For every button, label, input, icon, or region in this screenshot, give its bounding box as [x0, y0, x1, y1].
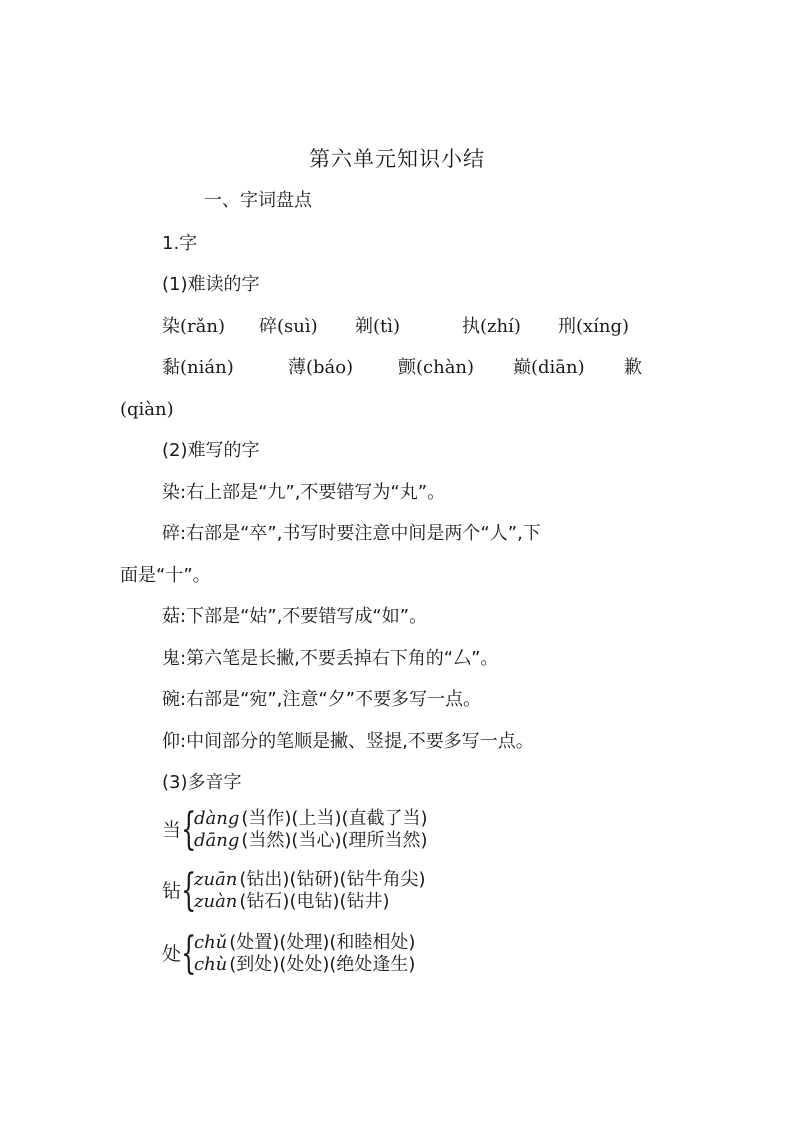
polyphone-reading: [194, 891, 390, 913]
polyphone-entry: [162, 865, 582, 919]
hard-write-item: 仰:中间部分的笔顺是撇、竖提,不要多写一点。: [162, 731, 534, 752]
hard-read-item: 巅(diān): [513, 357, 585, 378]
hard-read-item: 刑(xíng): [558, 316, 630, 337]
polyphone-reading: [194, 954, 415, 976]
pinyin: zuān: [194, 869, 238, 890]
brace-icon: {: [181, 928, 197, 979]
pinyin: chǔ: [194, 932, 228, 953]
hard-write-item: 面是“十”。: [120, 565, 211, 586]
hard-read-item: 薄(báo): [288, 357, 354, 378]
subsection-heading: (3)多音字: [162, 772, 242, 793]
pinyin: zuàn: [194, 891, 238, 912]
pinyin: chù: [194, 954, 228, 975]
subsection-heading: 1.字: [162, 233, 198, 254]
pinyin: dàng: [194, 808, 240, 829]
brace-icon: {: [181, 865, 197, 916]
example-words: (钻出)(钻研)(钻牛角尖): [239, 869, 426, 890]
pinyin: dāng: [194, 830, 240, 851]
hard-read-item: 歉: [624, 357, 642, 378]
subsection-heading: (1)难读的字: [162, 274, 260, 295]
section-heading: 一、字词盘点: [204, 190, 312, 211]
hard-read-item-wrap: (qiàn): [120, 399, 174, 420]
hard-write-item: 碎:右部是“卒”,书写时要注意中间是两个“人”,下: [162, 523, 541, 544]
hard-write-item: 鬼:第六笔是长撇,不要丢掉右下角的“厶”。: [162, 648, 499, 669]
example-words: (当作)(上当)(直截了当): [241, 808, 428, 829]
page-title: 第六单元知识小结: [309, 147, 485, 171]
hard-read-item: 碎(suì): [259, 316, 318, 337]
example-words: (到处)(处处)(绝处逢生): [229, 954, 416, 975]
hard-write-item: 碗:右部是“宛”,注意“夕”不要多写一点。: [162, 689, 482, 710]
polyphone-entry: [162, 928, 582, 982]
brace-icon: {: [181, 804, 197, 855]
hard-read-item: 剃(tì): [355, 316, 401, 337]
subsection-heading: (2)难写的字: [162, 440, 260, 461]
hard-write-item: 染:右上部是“九”,不要错写为“丸”。: [162, 482, 446, 503]
polyphone-reading: [194, 830, 428, 852]
example-words: (当然)(当心)(理所当然): [241, 830, 428, 851]
polyphone-reading: [194, 869, 426, 891]
hard-read-item: 黏(nián): [162, 357, 234, 378]
polyphone-reading: [194, 932, 415, 954]
polyphone-char: 当: [162, 819, 182, 841]
polyphone-entry: [162, 804, 582, 858]
polyphone-char: 处: [162, 943, 182, 965]
hard-read-item: 染(rǎn): [162, 316, 225, 337]
hard-write-item: 菇:下部是“姑”,不要错写成“如”。: [162, 606, 428, 627]
example-words: (钻石)(电钻)(钻井): [239, 891, 390, 912]
polyphone-char: 钻: [162, 880, 182, 902]
polyphone-reading: [194, 808, 428, 830]
example-words: (处置)(处理)(和睦相处): [229, 932, 416, 953]
hard-read-item: 颤(chàn): [398, 357, 475, 378]
hard-read-item: 执(zhí): [462, 316, 521, 337]
